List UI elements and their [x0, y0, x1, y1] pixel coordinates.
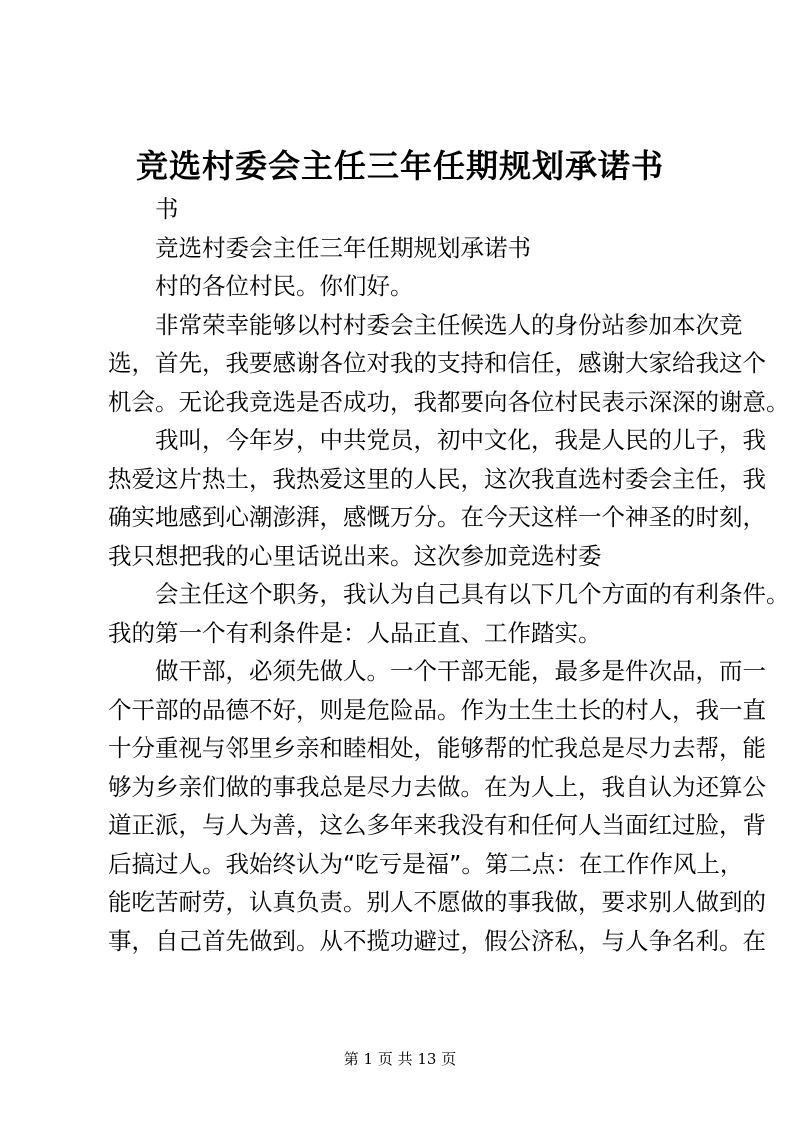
body-line: 村的各位村民。你们好。: [155, 272, 414, 300]
body-line: 做干部，必须先做人。一个干部无能，最多是件次品，而一: [155, 657, 766, 685]
body-line: 十分重视与邻里乡亲和睦相处，能够帮的忙我总是尽力去帮，能: [108, 734, 766, 762]
body-line: 非常荣幸能够以村村委会主任候选人的身份站参加本次竞: [155, 310, 743, 339]
body-line: 够为乡亲们做的事我总是尽力去做。在为人上，我自认为还算公: [108, 772, 766, 801]
body-line: 事，自己首先做到。从不揽功避过，假公济私，与人争名利。在: [108, 926, 766, 955]
body-line: 确实地感到心潮澎湃，感慨万分。在今天这样一个神圣的时刻，: [108, 503, 766, 531]
body-line: 书: [155, 195, 179, 223]
body-line: 会主任这个职务，我认为自己具有以下几个方面的有利条件。: [155, 580, 790, 608]
body-line: 竞选村委会主任三年任期规划承诺书: [155, 233, 531, 262]
page-footer: 第 1 页 共 13 页: [343, 1050, 457, 1068]
body-line: 我只想把我的心里话说出来。这次参加竞选村委: [108, 541, 602, 570]
body-line: 道正派，与人为善，这么多年来我没有和任何人当面红过脸，背: [108, 811, 766, 839]
document-body: [108, 190, 790, 960]
body-line: 后搞过人。我始终认为“吃亏是福”。第二点：在工作作风上，: [108, 849, 744, 878]
document-title: 竞选村委会主任三年任期规划承诺书: [135, 147, 664, 185]
body-line: 选，首先，我要感谢各位对我的支持和信任，感谢大家给我这个: [108, 349, 766, 377]
body-line: 我叫，今年岁，中共党员，初中文化，我是人民的儿子，我: [155, 426, 766, 454]
body-line: 我的第一个有利条件是：人品正直、工作踏实。: [108, 618, 602, 647]
body-line: 机会。无论我竞选是否成功，我都要向各位村民表示深深的谢意。: [108, 387, 790, 416]
body-line: 热爱这片热土，我热爱这里的人民，这次我直选村委会主任，我: [108, 464, 766, 493]
body-line: 个干部的品德不好，则是危险品。作为土生土长的村人，我一直: [108, 695, 766, 724]
body-line: 能吃苦耐劳，认真负责。别人不愿做的事我做，要求别人做到的: [108, 888, 766, 916]
